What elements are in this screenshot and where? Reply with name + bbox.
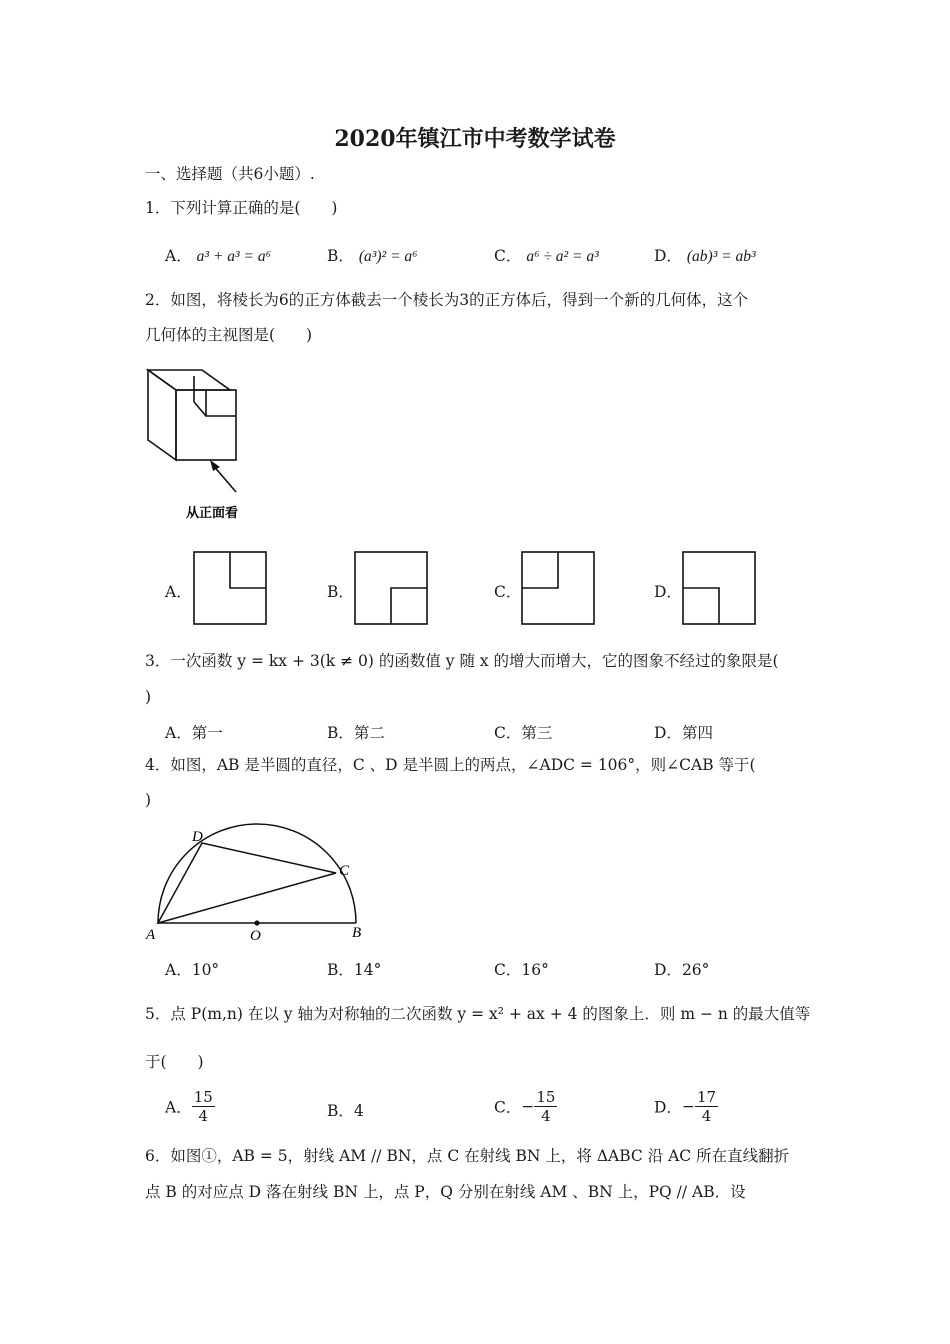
- q1-option-d: D． (ab)³ = ab³: [654, 247, 756, 265]
- fraction: $\frac{15}{4}$: [193, 1088, 213, 1125]
- q6-stem-line2: 点 B 的对应点 D 落在射线 BN 上，点 P，Q 分别在射线 AM 、BN 上，PQ // AB．设: [145, 1183, 746, 1201]
- q2-option-a-figure: [192, 550, 268, 626]
- q1-stem: 1．下列计算正确的是( ): [145, 199, 338, 217]
- page-title: 2020年镇江市中考数学试卷: [334, 126, 616, 152]
- point-b-label: B: [352, 925, 362, 941]
- q3-option-b: B．第二: [327, 724, 385, 742]
- q2-option-d-label: D．: [654, 583, 682, 601]
- fraction: $\frac{15}{4}$: [536, 1088, 556, 1125]
- q2-stem-line2: 几何体的主视图是( ): [145, 326, 313, 344]
- q3-stem-line1: 3．一次函数 y = kx + 3(k ≠ 0) 的函数值 y 随 x 的增大而增大，它的图象不经过的象限是(: [145, 652, 779, 670]
- q2-option-b-label: B．: [327, 583, 354, 601]
- view-caption: 从正面看: [186, 506, 239, 521]
- fraction: $\frac{17}{4}$: [696, 1088, 717, 1125]
- q1-option-a: A． a³ + a³ = a⁶: [165, 247, 271, 265]
- q3-option-c: C．第三: [494, 724, 553, 742]
- point-d-label: D: [192, 829, 203, 845]
- q5-option-a: A． $\frac{15}{4}$: [165, 1088, 213, 1125]
- q5-option-d: D．− $\frac{17}{4}$: [654, 1088, 717, 1125]
- q2-solid-figure: [140, 360, 260, 525]
- q5-option-c: C．− $\frac{15}{4}$: [494, 1088, 556, 1125]
- q4-option-c: C．16°: [494, 961, 549, 979]
- point-o-label: O: [250, 928, 261, 944]
- point-a-label: A: [146, 927, 156, 943]
- q5-stem-line1: 5．点 P(m,n) 在以 y 轴为对称轴的二次函数 y = x² + ax + 4 的图象上．则 m − n 的最大值等: [145, 1005, 811, 1023]
- q5-option-b: B．4: [327, 1102, 364, 1120]
- q6-stem-line1: 6．如图①，AB = 5，射线 AM // BN，点 C 在射线 BN 上，将 ΔABC 沿 AC 所在直线翻折: [145, 1147, 790, 1165]
- q2-option-c-label: C．: [494, 583, 522, 601]
- point-c-label: C: [339, 863, 350, 879]
- q4-option-b: B．14°: [327, 961, 382, 979]
- q2-option-c-figure: [520, 550, 596, 626]
- section-heading: 一、选择题（共6小题）.: [145, 165, 315, 183]
- q3-stem-line2: ): [145, 688, 152, 706]
- q4-option-a: A．10°: [165, 961, 220, 979]
- q4-stem-line1: 4．如图，AB 是半圆的直径，C 、D 是半圆上的两点，∠ADC = 106°，则∠CAB 等于(: [145, 756, 756, 774]
- q5-stem-line2: 于( ): [145, 1053, 204, 1071]
- q2-option-d-figure: [681, 550, 757, 626]
- q2-stem-line1: 2．如图，将棱长为6的正方体截去一个棱长为3的正方体后，得到一个新的几何体，这个: [145, 291, 749, 309]
- q4-stem-line2: ): [145, 791, 152, 809]
- q1-option-b: B． (a³)² = a⁶: [327, 247, 418, 265]
- q4-option-d: D．26°: [654, 961, 710, 979]
- q3-option-a: A．第一: [165, 724, 223, 742]
- q2-option-a-label: A．: [165, 583, 192, 601]
- q1-option-c: C． a⁶ ÷ a² = a³: [494, 247, 599, 265]
- q4-semicircle-figure: [140, 815, 380, 945]
- q2-option-b-figure: [353, 550, 429, 626]
- q3-option-d: D．第四: [654, 724, 713, 742]
